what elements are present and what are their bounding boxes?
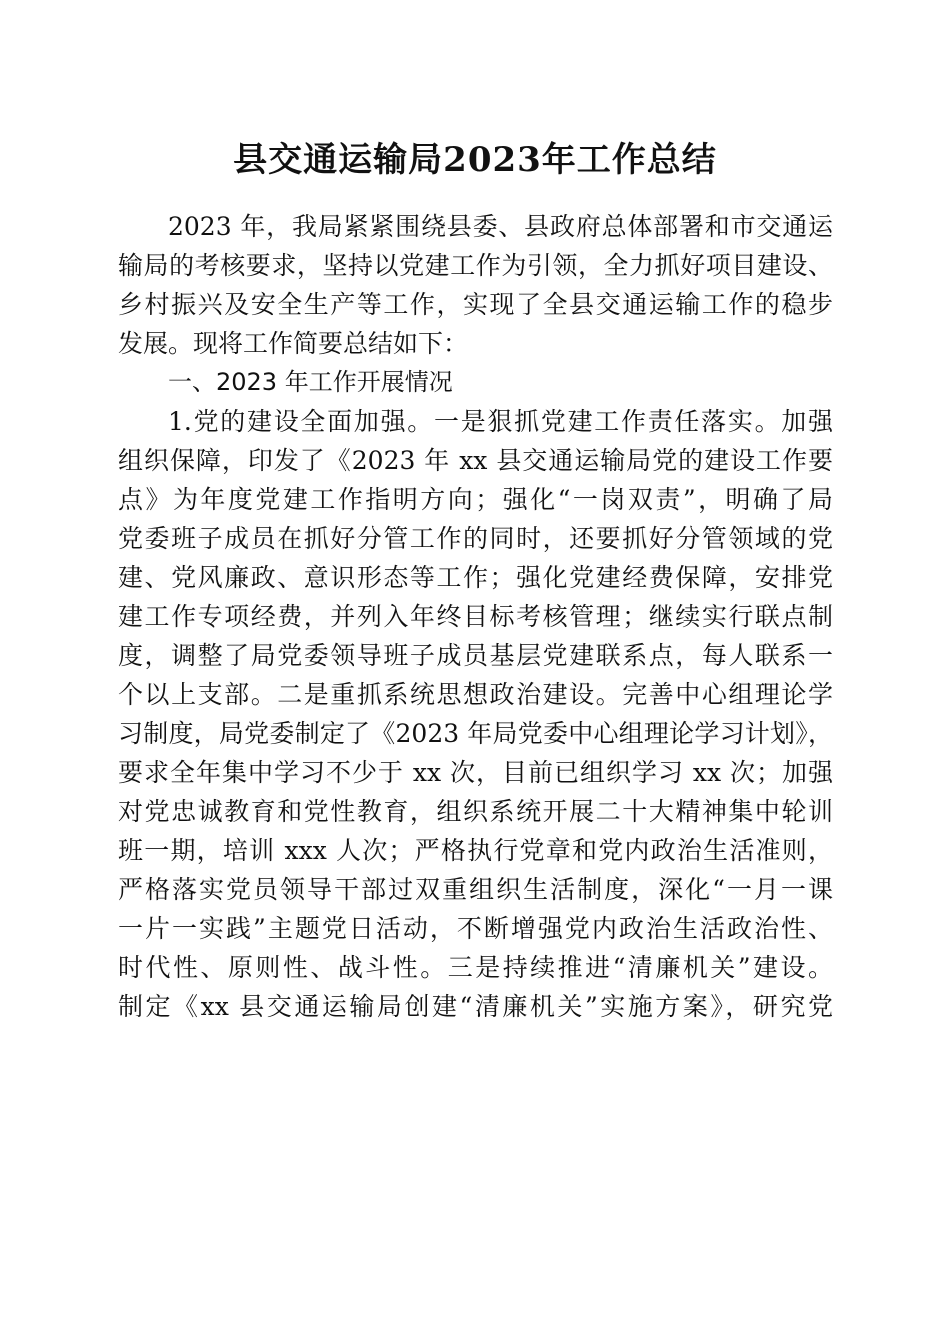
- intro-line: 乡村振兴及安全生产等工作，实现了全县交通运输工作的稳步: [118, 290, 833, 319]
- intro-line: 输局的考核要求，坚持以党建工作为引领，全力抓好项目建设、: [118, 251, 833, 280]
- body-line: 党委班子成员在抓好分管工作的同时，还要抓好分管领域的党: [118, 524, 833, 553]
- intro-line: 2023 年，我局紧紧围绕县委、县政府总体部署和市交通运: [168, 212, 833, 241]
- body-line: 习制度，局党委制定了《2023 年局党委中心组理论学习计划》，: [118, 719, 833, 748]
- body-line: 建、党风廉政、意识形态等工作；强化党建经费保障，安排党: [118, 563, 833, 592]
- document-title: 县交通运输局2023年工作总结: [233, 140, 717, 180]
- body-line: 对党忠诚教育和党性教育，组织系统开展二十大精神集中轮训: [118, 797, 833, 826]
- body-line: 严格落实党员领导干部过双重组织生活制度，深化“一月一课: [118, 875, 833, 904]
- body-line: 班一期，培训 xxx 人次；严格执行党章和党内政治生活准则，: [118, 836, 833, 865]
- body-line: 要求全年集中学习不少于 xx 次，目前已组织学习 xx 次；加强: [118, 758, 833, 787]
- body-line: 组织保障，印发了《2023 年 xx 县交通运输局党的建设工作要: [118, 446, 833, 475]
- body-line: 点》为年度党建工作指明方向；强化“一岗双责”，明确了局: [118, 485, 833, 514]
- body-line: 一片一实践”主题党日活动，不断增强党内政治生活政治性、: [118, 914, 833, 943]
- body-line: 时代性、原则性、战斗性。三是持续推进“清廉机关”建设。: [118, 953, 833, 982]
- body-line: 度，调整了局党委领导班子成员基层党建联系点，每人联系一: [118, 641, 833, 670]
- body-line: 制定《xx 县交通运输局创建“清廉机关”实施方案》，研究党: [118, 992, 833, 1021]
- body-line: 1.党的建设全面加强。一是狠抓党建工作责任落实。加强: [168, 407, 833, 436]
- document-body: [118, 207, 833, 1026]
- intro-line: 发展。现将工作简要总结如下：: [118, 329, 469, 358]
- body-line: 个以上支部。二是重抓系统思想政治建设。完善中心组理论学: [118, 680, 833, 709]
- body-line: 建工作专项经费，并列入年终目标考核管理；继续实行联点制: [118, 602, 833, 631]
- section-heading: 一、2023 年工作开展情况: [168, 368, 453, 396]
